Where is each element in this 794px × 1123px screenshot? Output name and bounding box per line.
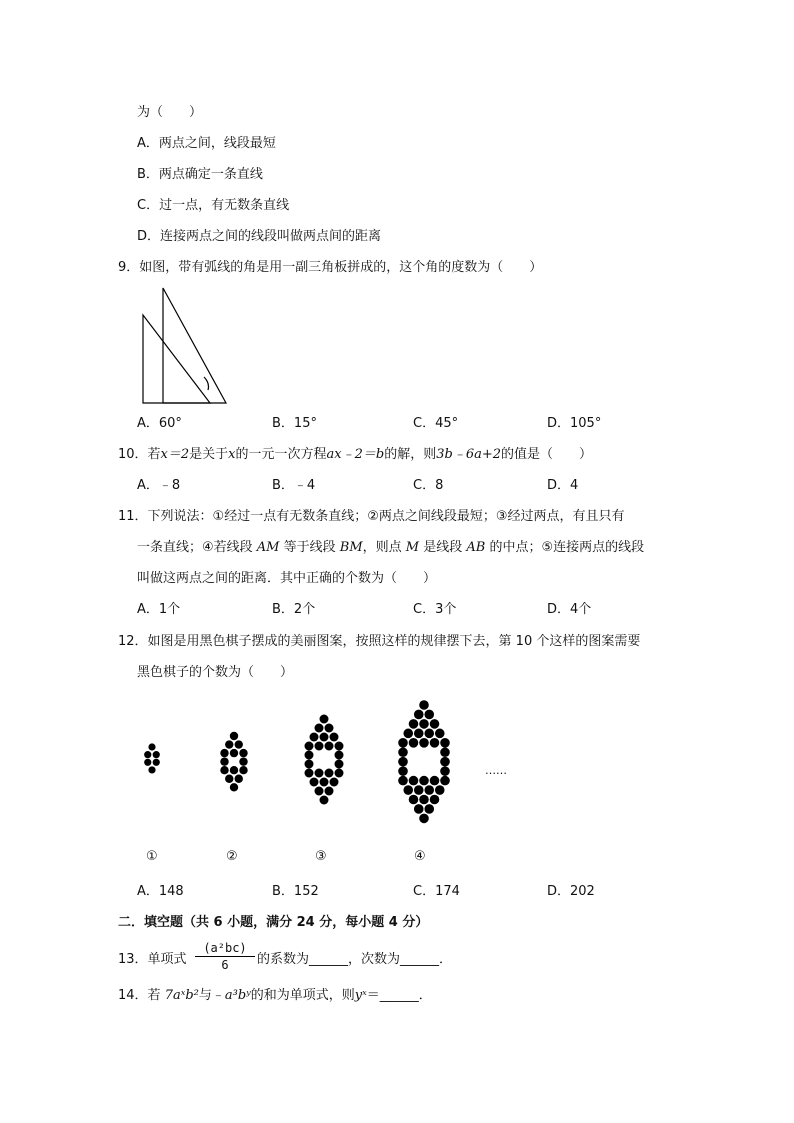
pattern-3-piece [320,715,329,724]
q12-figure-label-4: ④ [414,849,426,864]
q10-text-2: 的一元一次方程 [235,447,327,462]
q12-option-a: A．148 [137,884,184,899]
q8-option-a: A．两点之间，线段最短 [137,136,276,151]
pattern-2-piece [235,740,243,748]
pattern-2-piece [225,740,233,748]
q9-stem: 9．如图，带有弧线的角是用一副三角板拼成的，这个角的度数为（ ） [118,260,543,275]
pattern-2-piece [239,766,247,774]
pattern-3-piece [310,733,319,742]
q13-num: 13．单项式 [118,952,187,967]
pattern-4-piece [430,738,440,748]
pattern-4-piece [398,757,408,767]
q13-blank-2: ______ [400,952,440,967]
q9-option-b: B．15° [272,416,317,431]
pattern-3-piece [335,769,344,778]
q11-option-d: D．4个 [547,602,592,617]
pattern-3-piece [305,742,314,751]
q11-option-a: A．1个 [137,602,181,617]
q10-option-c: C．8 [413,478,444,493]
pattern-3-piece [305,760,314,769]
q12-option-b: B．152 [272,884,319,899]
pattern-2-piece [239,749,247,757]
q8-option-c: C．过一点，有无数条直线 [137,198,290,213]
pattern-4-piece [435,729,445,739]
q12-figure-label-2: ② [226,849,238,864]
q10-option-a: A．﹣8 [137,478,181,493]
pattern-3-piece [320,796,329,805]
q9-triangle-figure [138,285,233,407]
pattern-4-piece [414,729,424,739]
pattern-4-piece [440,738,450,748]
pattern-3-piece [320,778,329,787]
q14-end: ． [418,988,432,1003]
q11-segment-am: AM [256,540,280,555]
q8-option-b: B．两点确定一条直线 [137,167,263,182]
q14-text-2: 的和为单项式，则 [250,988,355,1003]
pattern-4-piece [430,795,440,805]
q10-num: 10．若 [118,447,161,462]
pattern-3-piece [320,733,329,742]
q14-num: 14．若 [118,988,165,1003]
pattern-3-piece [325,787,334,796]
q8-option-d: D．连接两点之间的线段叫做两点间的距离 [137,229,382,244]
pattern-4-piece [403,785,413,795]
q12-option-d: D．202 [547,884,595,899]
pattern-1-piece [144,751,151,758]
pattern-2-piece [230,766,238,774]
q10-expression: 3b﹣6a+2 [436,447,502,462]
pattern-2-piece [230,783,238,791]
q11-text-d: 是线段 [419,540,467,555]
q9-option-c: C．45° [413,416,459,431]
q11-option-c: C．3个 [413,602,457,617]
pattern-3-piece [315,742,324,751]
pattern-3-piece [325,724,334,733]
q10-stem [118,446,592,464]
pattern-4-piece [440,747,450,757]
q10-text-1: 是关于 [189,447,229,462]
pattern-1-piece [148,766,155,773]
pattern-4-piece [409,776,419,786]
q13-text-1: 的系数为 [257,952,310,967]
pattern-4-piece [424,804,434,814]
q12-figure-label-3: ③ [315,849,327,864]
pattern-2-piece [239,757,247,765]
q11-text-b: 等于线段 [279,540,340,555]
pattern-4-piece [440,757,450,767]
q8-stem-tail: 为（ ） [137,105,203,120]
q10-text-4: 的值是（ ） [501,447,593,462]
pattern-4-piece [398,747,408,757]
pattern-4-piece [435,785,445,795]
pattern-4-piece [419,719,429,729]
q11-text-e: 的中点；⑤连接两点的线段 [485,540,645,555]
pattern-4-piece [409,738,419,748]
pattern-3-piece [335,742,344,751]
q10-text-3: 的解，则 [384,447,437,462]
pattern-4-piece [440,776,450,786]
q10-variable: x [228,447,236,462]
q13-blank-1: ______ [309,952,349,967]
pattern-1-piece [144,759,151,766]
pattern-4-piece [440,766,450,776]
q13-end: ． [439,952,453,967]
pattern-4-piece [398,738,408,748]
pattern-1-piece [148,743,155,750]
pattern-4-piece [424,785,434,795]
q13-fraction [195,940,255,973]
q12-ellipsis: …… [485,764,507,777]
pattern-2-piece [220,749,228,757]
pattern-3-piece [325,769,334,778]
q12-option-c: C．174 [413,884,460,899]
q11-text-a: 一条直线；④若线段 [137,540,257,555]
pattern-4-piece [419,738,429,748]
q12-chess-pattern-figure [130,695,530,870]
q11-option-b: B．2个 [272,602,316,617]
pattern-4-piece [414,785,424,795]
q10-root: x＝2 [160,447,190,462]
pattern-4-piece [414,710,424,720]
q10-option-b: B．﹣4 [272,478,316,493]
pattern-3-piece [330,733,339,742]
pattern-4-piece [398,776,408,786]
pattern-3-piece [315,769,324,778]
pattern-4-piece [419,700,429,710]
q13-text-2: ，次数为 [348,952,401,967]
q10-equation: ax﹣2＝b [326,447,385,462]
pattern-3-piece [335,751,344,760]
pattern-4-piece [419,776,429,786]
pattern-4-piece [419,814,429,824]
pattern-1-piece [153,751,160,758]
pattern-2-piece [230,749,238,757]
q11-line-2 [137,539,644,557]
q12-figure-label-1: ① [146,849,158,864]
section-2-title: 二．填空题（共 6 小题，满分 24 分，每小题 4 分） [118,915,429,930]
pattern-4-piece [424,729,434,739]
pattern-4-piece [403,729,413,739]
q11-segment-bm: BM [339,540,363,555]
q14-text-3: ＝ [366,988,380,1003]
pattern-2-piece [230,732,238,740]
q13-denominator: 6 [221,958,229,972]
q13-tail [257,951,452,969]
q12-line-2: 黑色棋子的个数为（ ） [137,665,294,680]
pattern-4-piece [398,766,408,776]
q14-term-1: 7aˣb² [164,988,199,1003]
q10-option-d: D．4 [547,478,579,493]
pattern-3-piece [315,724,324,733]
pattern-4-piece [424,710,434,720]
pattern-1-piece [153,759,160,766]
q11-line-1: 11．下列说法：①经过一点有无数条直线；②两点之间线段最短；③经过两点，有且只有 [118,509,625,524]
pattern-3-piece [325,742,334,751]
pattern-2-piece [235,775,243,783]
pattern-4-piece [430,776,440,786]
q9-option-d: D．105° [547,416,602,431]
q12-line-1: 12．如图是用黑色棋子摆成的美丽图案，按照这样的规律摆下去，第 10 个这样的图案需要 [118,634,641,649]
pattern-4-piece [430,719,440,729]
pattern-2-piece [220,766,228,774]
pattern-3-piece [330,778,339,787]
pattern-3-piece [335,760,344,769]
q14-term-2: a³bʸ [224,988,251,1003]
q13-numerator: (a²bc) [195,940,255,957]
pattern-4-piece [414,804,424,814]
pattern-2-piece [220,757,228,765]
pattern-4-piece [419,795,429,805]
q14-term-3: yˣ [354,988,367,1003]
q11-point-m: M [405,540,420,555]
q14-text-1: 与﹣ [198,988,225,1003]
q11-text-c: ，则点 [362,540,406,555]
pattern-3-piece [315,787,324,796]
pattern-2-piece [225,775,233,783]
q14-blank: ______ [379,988,419,1003]
pattern-4-piece [409,795,419,805]
pattern-4-piece [409,719,419,729]
q14-stem [118,987,432,1005]
q11-line-3: 叫做这两点之间的距离．其中正确的个数为（ ） [137,571,437,586]
pattern-3-piece [305,751,314,760]
q9-option-a: A．60° [137,416,182,431]
q11-segment-ab: AB [466,540,486,555]
pattern-3-piece [310,778,319,787]
pattern-3-piece [305,769,314,778]
